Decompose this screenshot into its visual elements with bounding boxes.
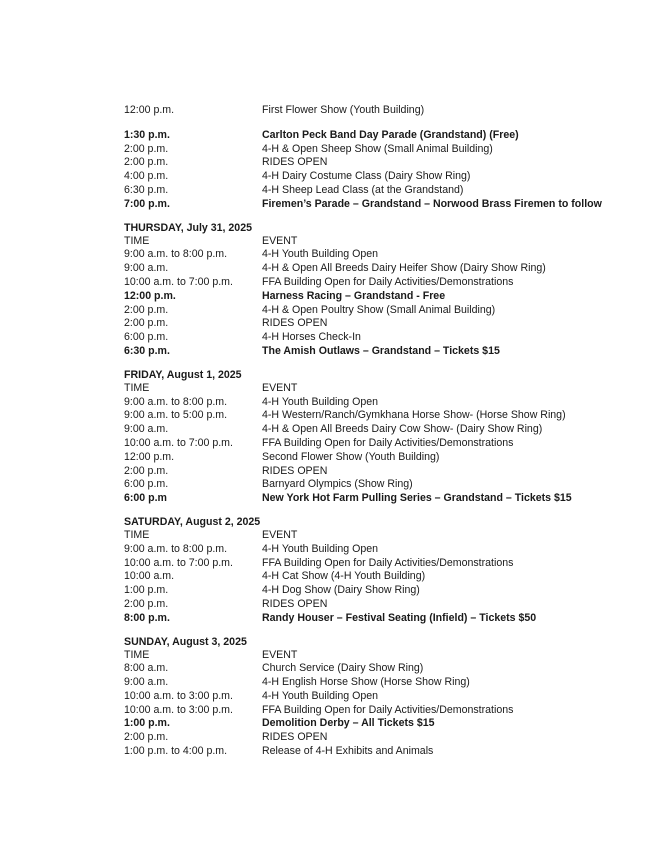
- event-cell: RIDES OPEN: [262, 156, 328, 169]
- day-section: [124, 635, 624, 759]
- time-cell: 2:00 p.m.: [124, 303, 169, 316]
- schedule-row: [124, 104, 624, 118]
- time-cell: 1:00 p.m.: [124, 717, 170, 730]
- time-header: TIME: [124, 528, 150, 541]
- event-header: EVENT: [262, 648, 298, 661]
- column-header-row: [124, 529, 624, 543]
- event-cell: Harness Racing – Grandstand - Free: [262, 289, 446, 302]
- day-title: FRIDAY, August 1, 2025: [124, 368, 242, 381]
- event-cell: FFA Building Open for Daily Activities/Demonstrations: [262, 556, 514, 569]
- time-cell: 10:00 a.m.: [124, 570, 175, 583]
- time-cell: 10:00 a.m. to 3:00 p.m.: [124, 703, 233, 716]
- event-cell: Church Service (Dairy Show Ring): [262, 662, 424, 675]
- schedule-row: [124, 276, 624, 290]
- time-cell: 9:00 a.m. to 5:00 p.m.: [124, 409, 228, 422]
- event-cell: RIDES OPEN: [262, 731, 328, 744]
- event-cell: 4-H Horses Check-In: [262, 331, 361, 344]
- event-cell: RIDES OPEN: [262, 317, 328, 330]
- time-cell: 2:00 p.m.: [124, 156, 169, 169]
- day-section: [124, 515, 624, 626]
- schedule-row: [124, 248, 624, 262]
- schedule-row: [124, 717, 624, 731]
- schedule-row: [124, 156, 624, 170]
- event-cell: RIDES OPEN: [262, 597, 328, 610]
- event-cell: 4-H & Open All Breeds Dairy Cow Show- (Dairy Show Ring): [262, 423, 543, 436]
- day-title: SUNDAY, August 3, 2025: [124, 635, 247, 648]
- time-cell: 2:00 p.m.: [124, 142, 169, 155]
- event-cell: 4-H & Open Poultry Show (Small Animal Building): [262, 303, 496, 316]
- day-title: SATURDAY, August 2, 2025: [124, 515, 261, 528]
- event-cell: 4-H Youth Building Open: [262, 689, 379, 702]
- event-cell: 4-H Youth Building Open: [262, 542, 379, 555]
- time-cell: 2:00 p.m.: [124, 731, 169, 744]
- schedule-page: [124, 104, 624, 759]
- event-header: EVENT: [262, 381, 298, 394]
- schedule-row: [124, 598, 624, 612]
- time-header: TIME: [124, 234, 150, 247]
- schedule-row: [124, 409, 624, 423]
- event-cell: 4-H Youth Building Open: [262, 395, 379, 408]
- schedule-row: [124, 570, 624, 584]
- time-cell: 10:00 a.m. to 7:00 p.m.: [124, 275, 233, 288]
- time-header: TIME: [124, 648, 150, 661]
- event-cell: 4-H Dog Show (Dairy Show Ring): [262, 584, 420, 597]
- time-cell: 6:00 p.m.: [124, 478, 169, 491]
- time-cell: 7:00 p.m.: [124, 197, 170, 210]
- event-cell: Demolition Derby – All Tickets $15: [262, 717, 435, 730]
- time-cell: 6:30 p.m.: [124, 183, 169, 196]
- event-cell: FFA Building Open for Daily Activities/Demonstrations: [262, 275, 514, 288]
- schedule-row: [124, 612, 624, 626]
- day-title: THURSDAY, July 31, 2025: [124, 221, 252, 234]
- spacer: [124, 118, 624, 129]
- event-cell: New York Hot Farm Pulling Series – Grandstand – Tickets $15: [262, 492, 572, 505]
- event-cell: 4-H & Open All Breeds Dairy Heifer Show (Dairy Show Ring): [262, 262, 546, 275]
- time-cell: 8:00 p.m.: [124, 611, 170, 624]
- intro-block: [124, 104, 624, 118]
- schedule-row: [124, 423, 624, 437]
- schedule-row: [124, 451, 624, 465]
- time-cell: 6:00 p.m.: [124, 331, 169, 344]
- schedule-row: [124, 704, 624, 718]
- time-cell: 12:00 p.m.: [124, 289, 176, 302]
- event-cell: 4-H Dairy Costume Class (Dairy Show Ring): [262, 170, 471, 183]
- schedule-row: [124, 662, 624, 676]
- schedule-row: [124, 690, 624, 704]
- event-cell: 4-H Sheep Lead Class (at the Grandstand): [262, 183, 464, 196]
- day-section: [124, 368, 624, 506]
- time-cell: 2:00 p.m.: [124, 597, 169, 610]
- schedule-row: [124, 676, 624, 690]
- time-cell: 9:00 a.m.: [124, 423, 169, 436]
- event-cell: FFA Building Open for Daily Activities/Demonstrations: [262, 436, 514, 449]
- time-cell: 10:00 a.m. to 7:00 p.m.: [124, 556, 233, 569]
- schedule-row: [124, 492, 624, 506]
- schedule-row: [124, 731, 624, 745]
- schedule-row: [124, 184, 624, 198]
- schedule-row: [124, 129, 624, 143]
- event-cell: Carlton Peck Band Day Parade (Grandstand) (Free): [262, 128, 519, 141]
- schedule-row: [124, 290, 624, 304]
- event-header: EVENT: [262, 234, 298, 247]
- schedule-row: [124, 396, 624, 410]
- event-cell: Release of 4-H Exhibits and Animals: [262, 745, 434, 758]
- schedule-row: [124, 543, 624, 557]
- event-cell: 4-H English Horse Show (Horse Show Ring): [262, 676, 470, 689]
- event-cell: Barnyard Olympics (Show Ring): [262, 478, 413, 491]
- event-cell: The Amish Outlaws – Grandstand – Tickets $15: [262, 344, 500, 357]
- event-cell: RIDES OPEN: [262, 464, 328, 477]
- time-cell: 2:00 p.m.: [124, 317, 169, 330]
- time-cell: 8:00 a.m.: [124, 662, 169, 675]
- schedule-row: [124, 304, 624, 318]
- time-cell: 9:00 a.m.: [124, 676, 169, 689]
- time-cell: 9:00 a.m. to 8:00 p.m.: [124, 248, 228, 261]
- time-cell: 10:00 a.m. to 3:00 p.m.: [124, 689, 233, 702]
- schedule-row: [124, 262, 624, 276]
- schedule-row: [124, 345, 624, 359]
- time-cell: 12:00 p.m.: [124, 104, 175, 116]
- time-cell: 4:00 p.m.: [124, 170, 169, 183]
- event-cell: 4-H & Open Sheep Show (Small Animal Building): [262, 142, 493, 155]
- column-header-row: [124, 235, 624, 249]
- day-section: [124, 221, 624, 359]
- event-cell: 4-H Youth Building Open: [262, 248, 379, 261]
- schedule-row: [124, 478, 624, 492]
- time-cell: 6:00 p.m: [124, 492, 167, 505]
- schedule-row: [124, 317, 624, 331]
- schedule-row: [124, 584, 624, 598]
- schedule-row: [124, 198, 624, 212]
- event-cell: First Flower Show (Youth Building): [262, 104, 425, 116]
- time-cell: 9:00 a.m. to 8:00 p.m.: [124, 395, 228, 408]
- event-cell: Second Flower Show (Youth Building): [262, 450, 440, 463]
- time-cell: 10:00 a.m. to 7:00 p.m.: [124, 436, 233, 449]
- time-cell: 6:30 p.m.: [124, 344, 170, 357]
- column-header-row: [124, 649, 624, 663]
- schedule-row: [124, 437, 624, 451]
- time-cell: 1:00 p.m.: [124, 584, 169, 597]
- event-cell: 4-H Western/Ranch/Gymkhana Horse Show- (Horse Show Ring): [262, 409, 566, 422]
- event-cell: 4-H Cat Show (4-H Youth Building): [262, 570, 426, 583]
- schedule-row: [124, 745, 624, 759]
- event-cell: Firemen’s Parade – Grandstand – Norwood Brass Firemen to follow: [262, 197, 602, 210]
- time-header: TIME: [124, 381, 150, 394]
- event-header: EVENT: [262, 528, 298, 541]
- time-cell: 9:00 a.m.: [124, 262, 169, 275]
- time-cell: 1:30 p.m.: [124, 128, 170, 141]
- schedule-row: [124, 170, 624, 184]
- schedule-row: [124, 557, 624, 571]
- time-cell: 12:00 p.m.: [124, 450, 175, 463]
- event-cell: FFA Building Open for Daily Activities/Demonstrations: [262, 703, 514, 716]
- time-cell: 2:00 p.m.: [124, 464, 169, 477]
- time-cell: 1:00 p.m. to 4:00 p.m.: [124, 745, 228, 758]
- time-cell: 9:00 a.m. to 8:00 p.m.: [124, 542, 228, 555]
- schedule-row: [124, 143, 624, 157]
- column-header-row: [124, 382, 624, 396]
- schedule-row: [124, 331, 624, 345]
- pre-block: [124, 129, 624, 212]
- event-cell: Randy Houser – Festival Seating (Infield) – Tickets $50: [262, 611, 537, 624]
- schedule-row: [124, 465, 624, 479]
